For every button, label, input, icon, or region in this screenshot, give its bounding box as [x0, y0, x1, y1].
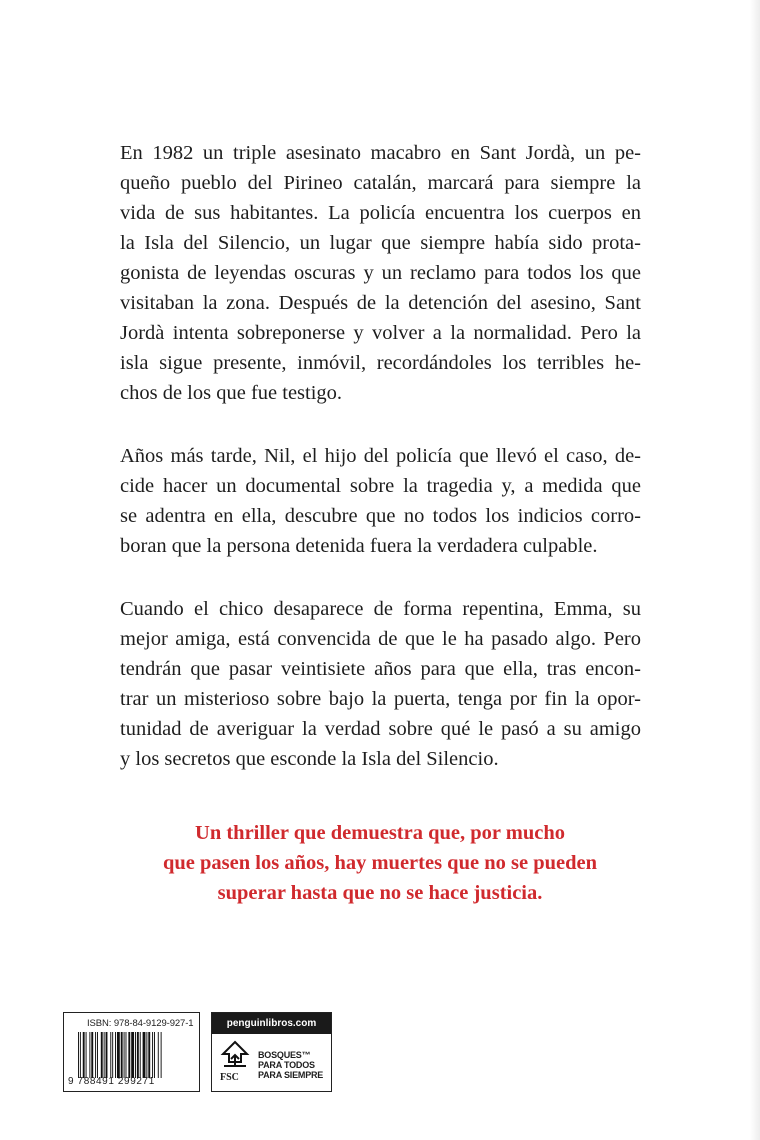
- text-line: gonista de leyendas oscuras y un reclamo para todos los que: [120, 262, 641, 284]
- synopsis-paragraph-3: [120, 594, 641, 774]
- isbn-number: ISBN: 978-84-9129-927-1: [87, 1018, 194, 1029]
- text-line: isla sigue presente, inmóvil, recordándoles los terribles he-: [120, 352, 641, 374]
- text-line: la Isla del Silencio, un lugar que siempre había sido prota-: [120, 232, 641, 254]
- text-line: boran que la persona detenida fuera la verdadera culpable.: [120, 535, 598, 557]
- text-line: Cuando el chico desaparece de forma repentina, Emma, su: [120, 598, 641, 620]
- spine-shadow: [750, 0, 760, 1140]
- synopsis-paragraph-1: [120, 138, 641, 408]
- barcode-icon: [78, 1032, 193, 1078]
- synopsis-paragraph-2: [120, 441, 641, 561]
- fsc-slogan-line: PARA SIEMPRE: [258, 1070, 324, 1080]
- text-line: y los secretos que esconde la Isla del Silencio.: [120, 748, 499, 770]
- synopsis-text: [120, 138, 641, 807]
- fsc-tree-icon: [220, 1040, 250, 1072]
- tagline-line: Un thriller que demuestra que, por mucho: [195, 822, 565, 844]
- fsc-slogan: [258, 1050, 323, 1080]
- text-line: se adentra en ella, descubre que no todos los indicios corro-: [120, 505, 641, 527]
- tagline: [100, 818, 660, 908]
- text-line: En 1982 un triple asesinato macabro en Sant Jordà, un pe-: [120, 142, 641, 164]
- text-line: chos de los que fue testigo.: [120, 382, 343, 404]
- fsc-slogan-line: BOSQUES™: [258, 1050, 311, 1060]
- isbn-barcode: [63, 1012, 200, 1092]
- publisher-box: [211, 1012, 332, 1092]
- text-line: visitaban la zona. Después de la detención del asesino, Sant: [120, 292, 641, 314]
- text-line: cide hacer un documental sobre la tragedia y, a medida que: [120, 475, 641, 497]
- text-line: queño pueblo del Pirineo catalán, marcará para siempre la: [120, 172, 641, 194]
- publisher-url: penguinlibros.com: [212, 1013, 331, 1034]
- text-line: mejor amiga, está convencida de que le ha pasado algo. Pero: [120, 628, 641, 650]
- fsc-label: FSC: [220, 1072, 239, 1083]
- barcode-digits: 9 788491 299271: [68, 1076, 155, 1087]
- text-line: vida de sus habitantes. La policía encuentra los cuerpos en: [120, 202, 641, 224]
- text-line: Años más tarde, Nil, el hijo del policía que llevó el caso, de-: [120, 445, 641, 467]
- fsc-slogan-line: PARA TODOS: [258, 1060, 315, 1070]
- tagline-line: superar hasta que no se hace justicia.: [217, 882, 543, 904]
- text-line: tunidad de averiguar la verdad sobre qué le pasó a su amigo: [120, 718, 641, 740]
- text-line: trar un misterioso sobre bajo la puerta, tenga por fin la opor-: [120, 688, 641, 710]
- tagline-line: que pasen los años, hay muertes que no se pueden: [163, 852, 597, 874]
- text-line: tendrán que pasar veintisiete años para que ella, tras encon-: [120, 658, 641, 680]
- text-line: Jordà intenta sobreponerse y volver a la normalidad. Pero la: [120, 322, 641, 344]
